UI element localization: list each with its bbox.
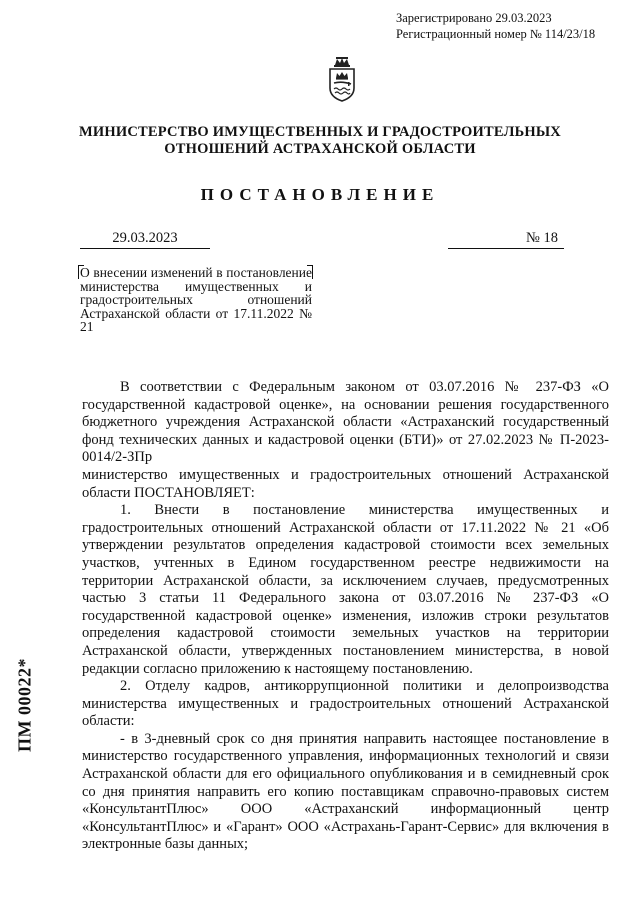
item-1-paragraph: 1. Внести в постановление министерства имущественных и градостроительных отношений Астраханской области от 17.11.2022 № 21 «Об утверждении результатов определения кадастровой стоимости всех земельных участков, учтенных в Едином государственном реестре недвижимости на территории Астраханской области, за исключением случаев, предусмотренных частью 3 статьи 11 Федерального закона от 03.07.2016 № 237-ФЗ «О государственной кадастровой оценке» изменения, изложив строки результатов определения кадастровой стоимости земельных участков на территории Астраханской области, утвержденных постановлением министерства, в новой редакции согласно приложению к настоящему постановлению. bbox=[82, 502, 609, 677]
document-date: 29.03.2023 bbox=[80, 230, 210, 249]
document-number: № 18 bbox=[448, 230, 564, 249]
ministry-name bbox=[40, 124, 600, 158]
document-subject: О внесении изменений в постановление министерства имущественных и градостроительных отношений Астраханской области от 17.11.2022 № 21 bbox=[80, 265, 312, 334]
ministry-name-line-1: МИНИСТЕРСТВО ИМУЩЕСТВЕННЫХ И ГРАДОСТРОИТЕЛЬНЫХ bbox=[79, 124, 561, 140]
registration-date: Зарегистрировано 29.03.2023 bbox=[396, 11, 552, 25]
registration-number: Регистрационный номер № 114/23/18 bbox=[396, 27, 596, 41]
stamp-code: ПМ 00022* bbox=[14, 658, 35, 752]
document-type-title: ПОСТАНОВЛЕНИЕ bbox=[200, 185, 440, 204]
ministry-name-line-2: ОТНОШЕНИЙ АСТРАХАНСКОЙ ОБЛАСТИ bbox=[164, 141, 476, 157]
document-body bbox=[82, 379, 609, 854]
document-stamp bbox=[10, 630, 40, 780]
item-2-paragraph: 2. Отделу кадров, антикоррупционной политики и делопроизводства министерства имущественных и градостроительных отношений Астраханской области: bbox=[82, 678, 609, 730]
item-2-1-paragraph: - в 3-дневный срок со дня принятия направить настоящее постановление в министерство государственного управления, информационных технологий и связи Астраханской области для его официального опубликования и в семидневный срок со дня принятия направить его копию поставщикам справочно-правовых систем «КонсультантПлюс» ООО «Астраханский информационный центр «КонсультантПлюс» и «Гарант» ООО «Астрахань-Гарант-Сервис» для включения в электронные базы данных; bbox=[82, 730, 609, 853]
preamble-paragraph: В соответствии с Федеральным законом от 03.07.2016 № 237-ФЗ «О государственной кадастровой оценке», на основании решения государственного бюджетного учреждения Астраханской области «Астраханский государственный фонд технических данных и кадастровой оценки (БТИ)» от 27.02.2023 № П-2023-0014/2-ЗПр bbox=[82, 379, 609, 466]
decree-paragraph: министерство имущественных и градостроительных отношений Астраханской области ПОСТАНОВЛЯЕТ: bbox=[82, 466, 609, 501]
registration-info bbox=[396, 10, 595, 42]
astrakhan-coat-of-arms-icon bbox=[325, 56, 359, 102]
